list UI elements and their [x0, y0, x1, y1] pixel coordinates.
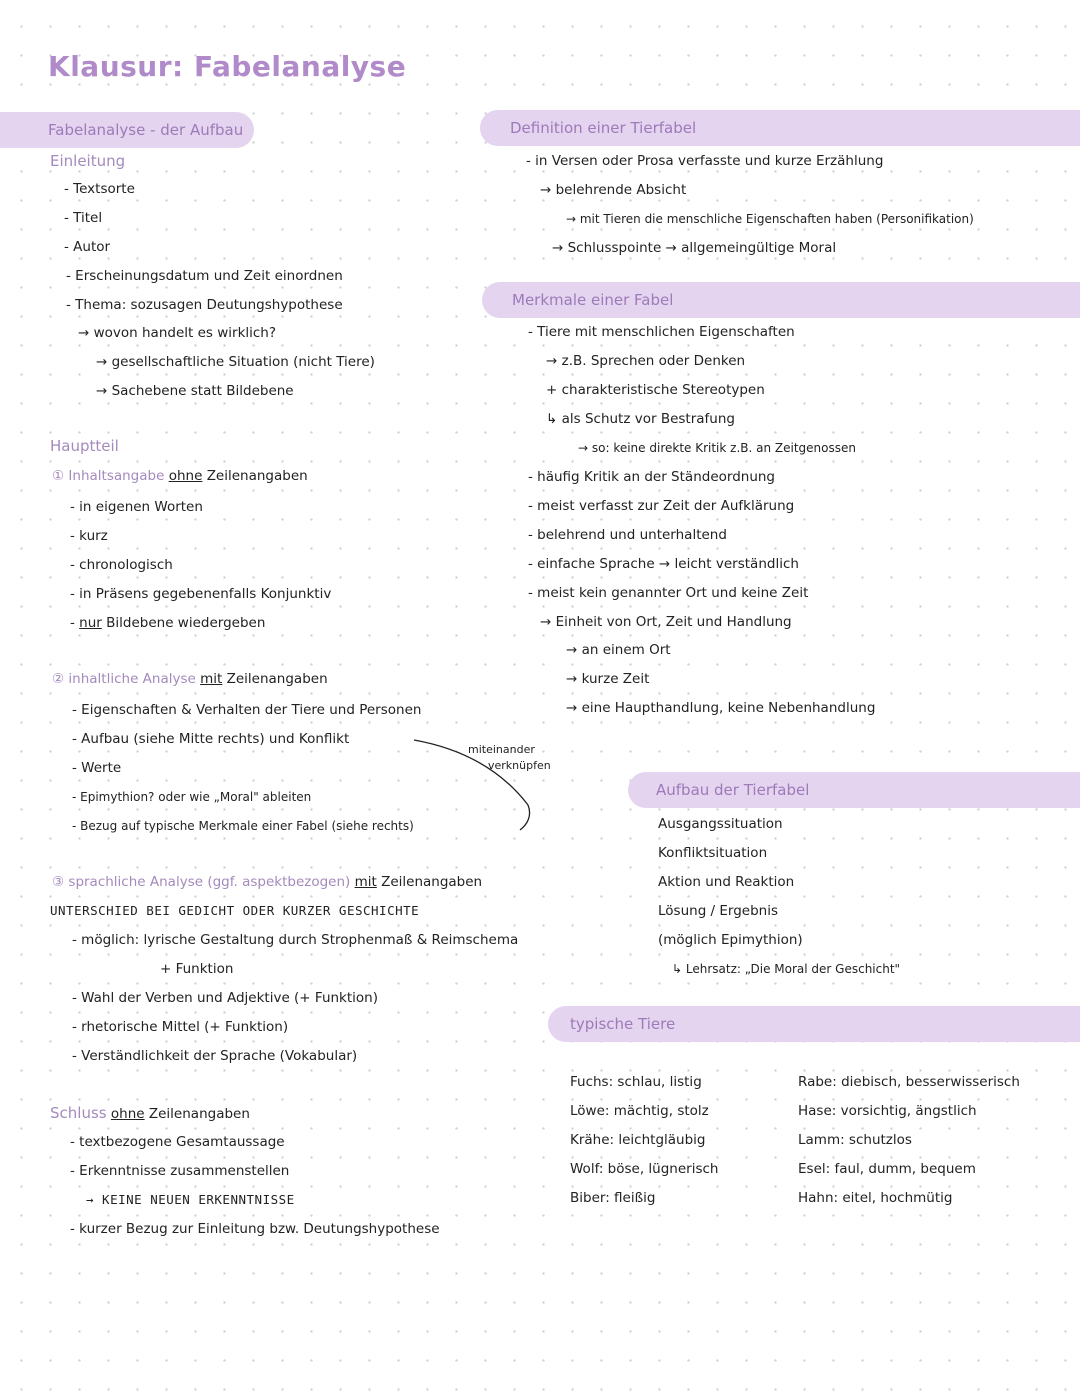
inhaltliche-analyse-item: - Eigenschaften & Verhalten der Tiere und Personen	[72, 702, 422, 718]
aufbau-tierfabel-item: Ausgangssituation	[658, 816, 783, 832]
definition-header-band	[480, 110, 1080, 146]
definition-item: → Schlusspointe → allgemeingültige Moral	[552, 240, 837, 256]
inhaltliche-analyse-number: ②	[52, 671, 65, 687]
tiere-right-item: Lamm: schutzlos	[798, 1132, 912, 1148]
sprachliche-analyse-number: ③	[52, 874, 65, 890]
einleitung-item: → Sachebene statt Bildebene	[96, 383, 294, 399]
merkmale-item: → eine Haupthandlung, keine Nebenhandlung	[566, 700, 876, 716]
merkmale-item: - einfache Sprache → leicht verständlich	[528, 556, 799, 572]
tiere-left-item: Löwe: mächtig, stolz	[570, 1103, 709, 1119]
inhaltliche-analyse-item: - Epimythion? oder wie „Moral" ableiten	[72, 790, 312, 804]
einleitung-item: - Titel	[64, 210, 103, 226]
tiere-left-item: Biber: fleißig	[570, 1190, 656, 1206]
inhaltliche-analyse-item: - Bezug auf typische Merkmale einer Fabel (siehe rechts)	[72, 819, 414, 833]
aufbau-tierfabel-item: Aktion und Reaktion	[658, 874, 795, 890]
nur-underlined: nur	[79, 615, 102, 631]
inhaltsangabe-item: - in eigenen Worten	[70, 499, 203, 515]
tiere-left-item: Fuchs: schlau, listig	[570, 1074, 702, 1090]
merkmale-item: → z.B. Sprechen oder Denken	[546, 353, 746, 369]
connector-note: miteinander	[468, 743, 535, 756]
merkmale-item: - meist kein genannter Ort und keine Zeit	[528, 585, 809, 601]
tiere-left-item: Wolf: böse, lügnerisch	[570, 1161, 719, 1177]
aufbau-tierfabel-item: Konfliktsituation	[658, 845, 768, 861]
merkmale-item: → Einheit von Ort, Zeit und Handlung	[540, 614, 792, 630]
item-rest: Bildebene wiedergeben	[101, 615, 266, 631]
tiere-right-item: Rabe: diebisch, besserwisserisch	[798, 1074, 1020, 1090]
einleitung-item: - Autor	[64, 239, 111, 255]
einleitung-heading: Einleitung	[50, 152, 126, 170]
schluss-heading	[50, 1104, 250, 1123]
sprachliche-analyse-item: - rhetorische Mittel (+ Funktion)	[72, 1019, 289, 1035]
inhaltsangabe-item: - in Präsens gegebenenfalls Konjunktiv	[70, 586, 332, 602]
schluss-item: - kurzer Bezug zur Einleitung bzw. Deutungshypothese	[70, 1221, 440, 1237]
schluss-label: Schluss	[50, 1104, 107, 1122]
tiere-left-item: Krähe: leichtgläubig	[570, 1132, 706, 1148]
definition-item: → mit Tieren die menschliche Eigenschaften haben (Personifikation)	[566, 212, 974, 226]
aufbau-tierfabel-item: Lösung / Ergebnis	[658, 903, 779, 919]
inhaltsangabe-number: ①	[52, 468, 65, 484]
hauptteil-heading: Hauptteil	[50, 437, 119, 455]
merkmale-header: Merkmale einer Fabel	[512, 291, 674, 309]
merkmale-item: → kurze Zeit	[566, 671, 650, 687]
inhaltsangabe-title: Inhaltsangabe	[68, 468, 165, 484]
definition-header: Definition einer Tierfabel	[510, 119, 697, 137]
merkmale-item: → an einem Ort	[566, 642, 671, 658]
schluss-ohne: ohne	[110, 1106, 145, 1122]
sprachliche-analyse-item: - Verständlichkeit der Sprache (Vokabular)	[72, 1048, 358, 1064]
schluss-item: - textbezogene Gesamtaussage	[70, 1134, 285, 1150]
tiere-header: typische Tiere	[570, 1015, 676, 1033]
definition-item: → belehrende Absicht	[540, 182, 687, 198]
einleitung-item: - Textsorte	[64, 181, 135, 197]
sprachliche-analyse-title: sprachliche Analyse (ggf. aspektbezogen)	[68, 874, 351, 890]
aufbau-tierfabel-item: ↳ Lehrsatz: „Die Moral der Geschicht"	[672, 962, 901, 976]
sprachliche-analyse-heading	[52, 873, 482, 891]
sprachliche-analyse-item: - möglich: lyrische Gestaltung durch Strophenmaß & Reimschema	[72, 932, 519, 948]
tiere-right-item: Esel: faul, dumm, bequem	[798, 1161, 976, 1177]
inhaltliche-analyse-item: - Aufbau (siehe Mitte rechts) und Konflikt	[72, 731, 350, 747]
einleitung-item: → wovon handelt es wirklich?	[78, 325, 277, 341]
page-title: Klausur: Fabelanalyse	[48, 50, 407, 83]
merkmale-item: - meist verfasst zur Zeit der Aufklärung	[528, 498, 795, 514]
sprachliche-analyse-item: - Wahl der Verben und Adjektive (+ Funktion)	[72, 990, 378, 1006]
merkmale-header-band	[482, 282, 1080, 318]
merkmale-item: - belehrend und unterhaltend	[528, 527, 727, 543]
sprachliche-analyse-mit: mit	[354, 874, 377, 890]
merkmale-item: ↳ als Schutz vor Bestrafung	[546, 411, 735, 427]
merkmale-item: → so: keine direkte Kritik z.B. an Zeitgenossen	[578, 441, 856, 455]
connector-note: verknüpfen	[488, 759, 551, 772]
merkmale-item: - Tiere mit menschlichen Eigenschaften	[528, 324, 795, 340]
inhaltsangabe-item: - kurz	[70, 528, 108, 544]
inhaltliche-analyse-mit: mit	[200, 671, 223, 687]
aufbau-header: Fabelanalyse - der Aufbau	[48, 121, 244, 139]
einleitung-item: - Erscheinungsdatum und Zeit einordnen	[66, 268, 343, 284]
tiere-right-item: Hase: vorsichtig, ängstlich	[798, 1103, 977, 1119]
inhaltsangabe-item: - chronologisch	[70, 557, 173, 573]
inhaltliche-analyse-title: inhaltliche Analyse	[68, 671, 196, 687]
schluss-rest: Zeilenangaben	[148, 1106, 250, 1122]
unterschied-note: UNTERSCHIED BEI GEDICHT ODER KURZER GESCHICHTE	[50, 903, 420, 918]
einleitung-item: - Thema: sozusagen Deutungshypothese	[66, 297, 343, 313]
tiere-header-band	[548, 1006, 1080, 1042]
tiere-right-item: Hahn: eitel, hochmütig	[798, 1190, 953, 1206]
aufbau-tierfabel-item: (möglich Epimythion)	[658, 932, 803, 948]
schluss-item: → KEINE NEUEN ERKENNTNISSE	[86, 1192, 295, 1207]
inhaltsangabe-ohne: ohne	[168, 468, 203, 484]
merkmale-item: + charakteristische Stereotypen	[546, 382, 765, 398]
item-prefix: -	[70, 615, 80, 631]
inhaltliche-analyse-rest: Zeilenangaben	[226, 671, 328, 687]
inhaltsangabe-rest: Zeilenangaben	[206, 468, 308, 484]
sprachliche-analyse-rest: Zeilenangaben	[381, 874, 483, 890]
definition-item: - in Versen oder Prosa verfasste und kurze Erzählung	[526, 153, 884, 169]
einleitung-item: → gesellschaftliche Situation (nicht Tiere)	[96, 354, 375, 370]
aufbau-tierfabel-header: Aufbau der Tierfabel	[656, 781, 810, 799]
aufbau-tierfabel-header-band	[628, 772, 1080, 808]
schluss-item: - Erkenntnisse zusammenstellen	[70, 1163, 290, 1179]
sprachliche-analyse-item: + Funktion	[160, 961, 234, 977]
merkmale-item: - häufig Kritik an der Ständeordnung	[528, 469, 776, 485]
inhaltliche-analyse-item: - Werte	[72, 760, 122, 776]
